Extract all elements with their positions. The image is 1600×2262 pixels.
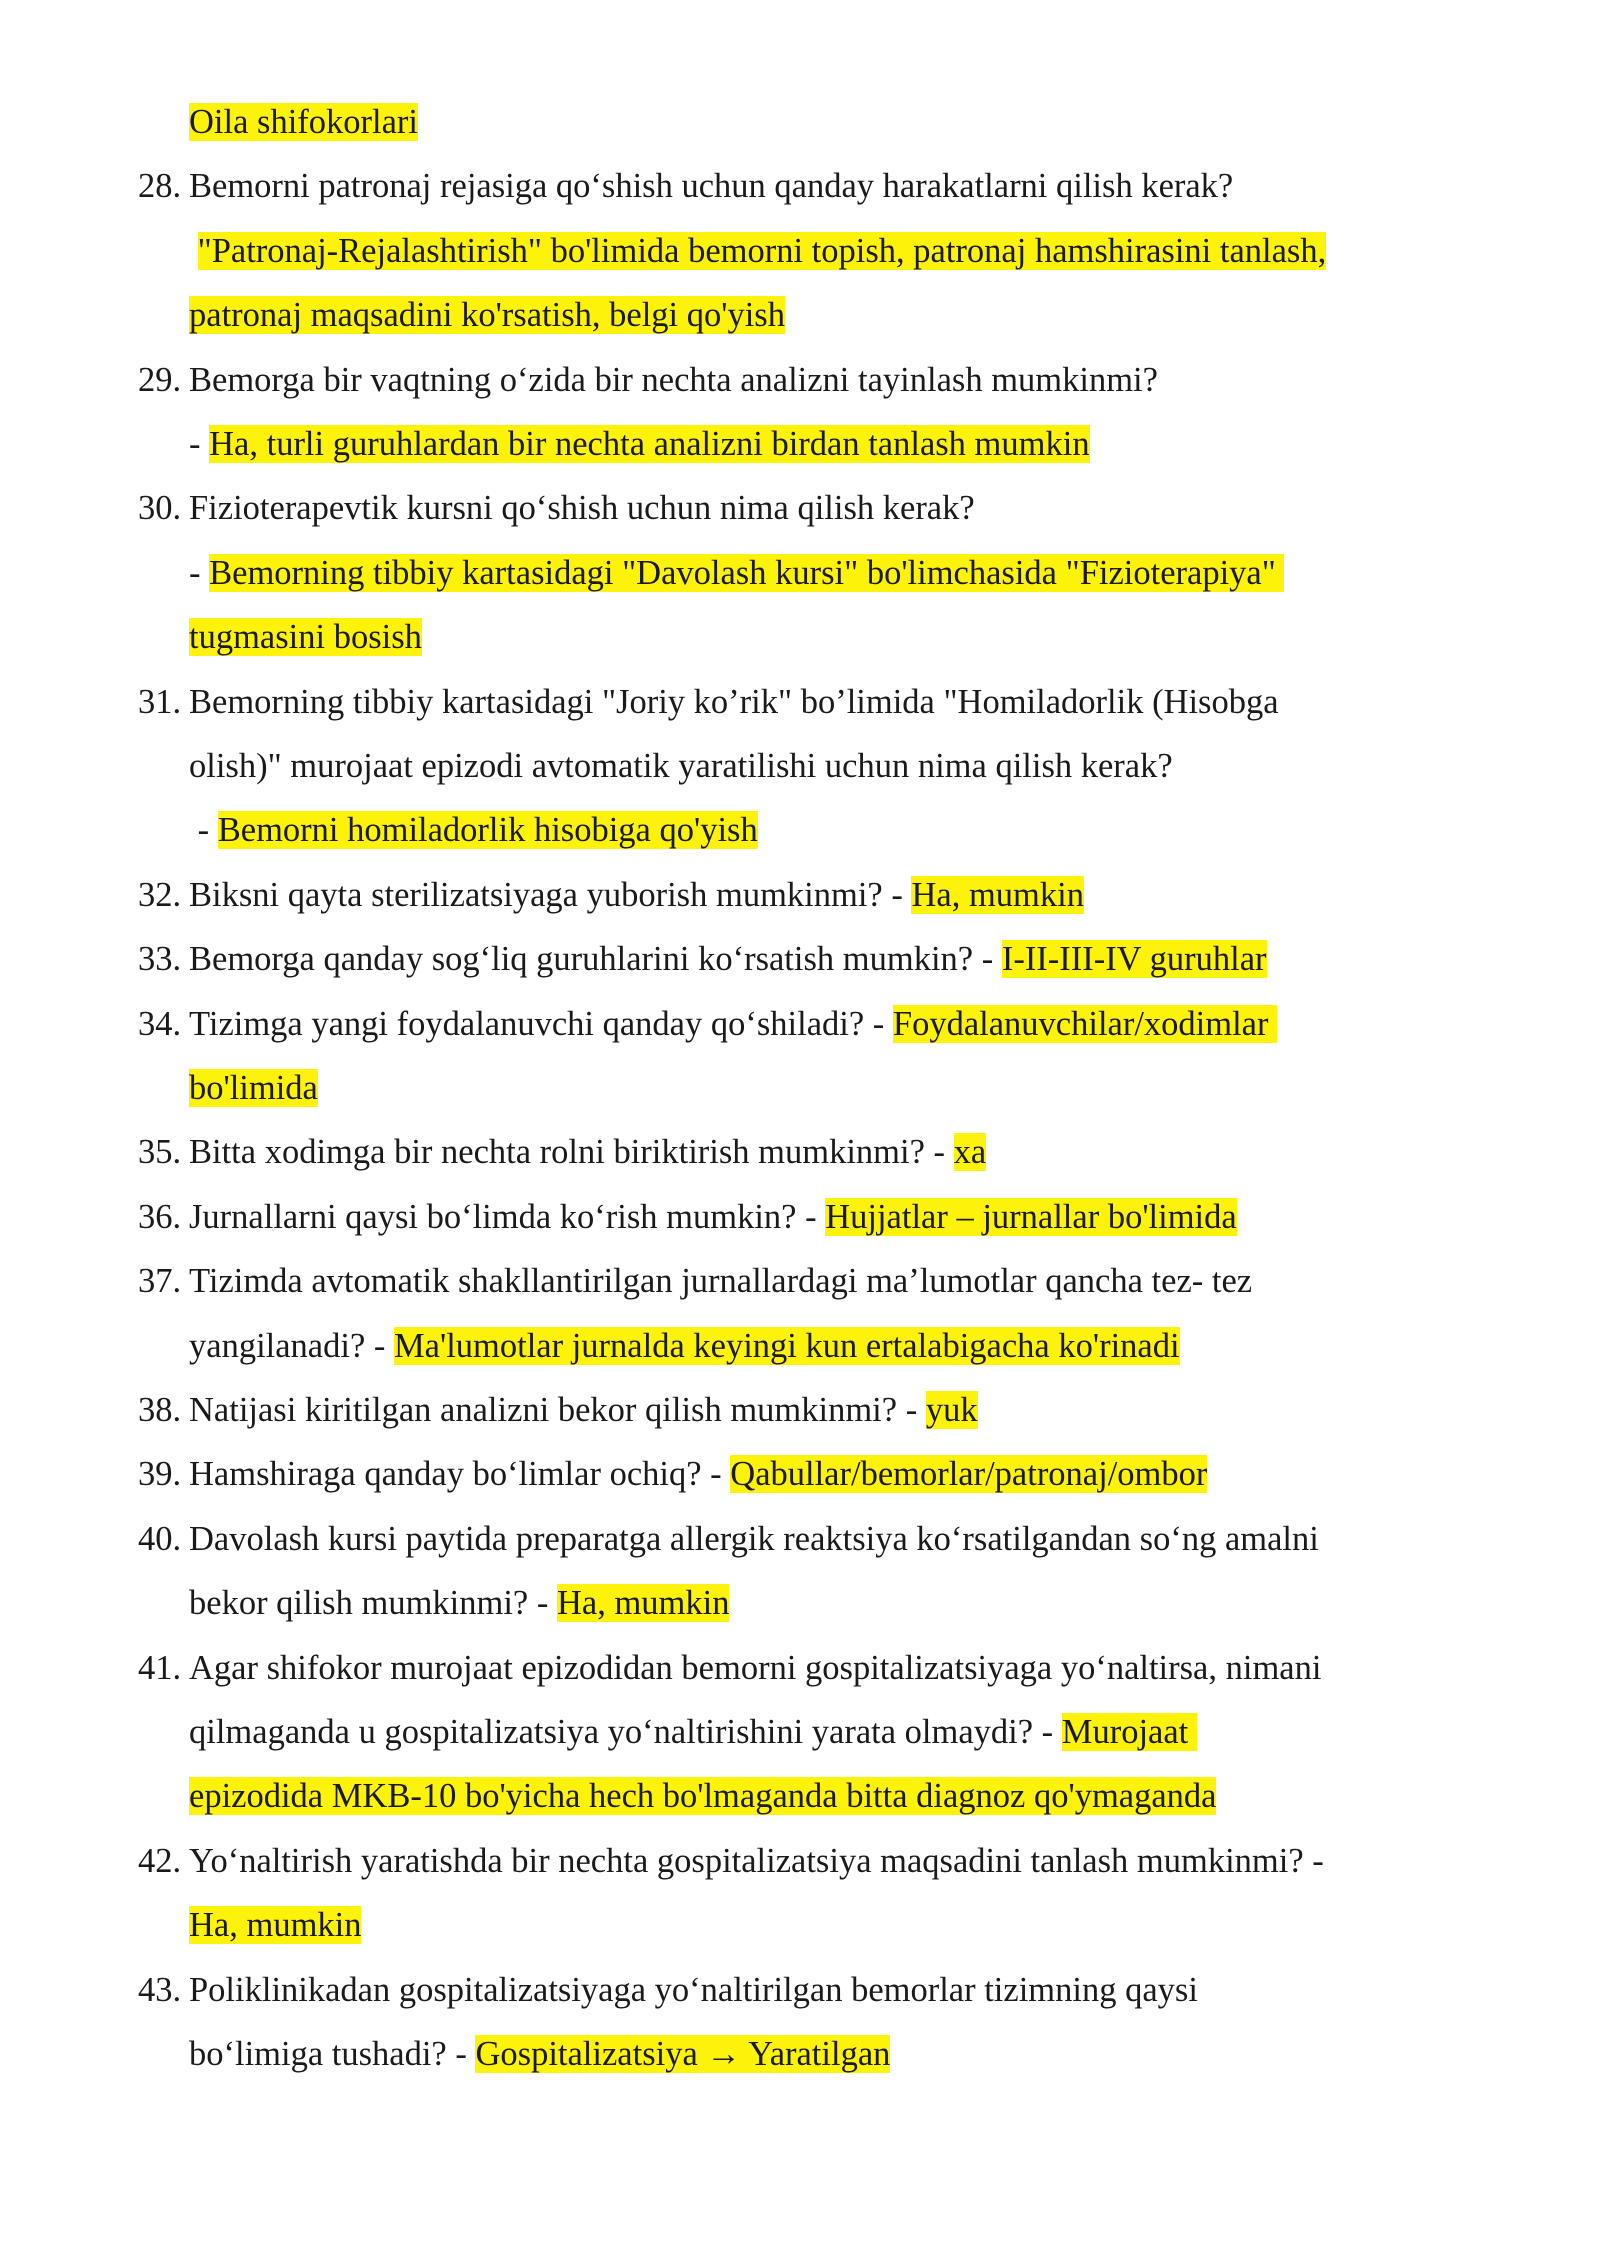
question-text: Fizioterapevtik kursni qo‘shish uchun nima qilish kerak? [189, 489, 975, 528]
item-number: 38. [138, 1391, 182, 1429]
question-text: Jurnallarni qaysi bo‘limda ko‘rish mumkin? - [189, 1197, 826, 1236]
highlighted-answer: Bemorning tibbiy kartasidagi "Davolash kursi" bo'limchasida "Fizioterapiya" [209, 553, 1285, 592]
highlighted-answer: Bemorni homiladorlik hisobiga qo'yish [217, 811, 758, 850]
question-text: Bemorning tibbiy kartasidagi "Joriy ko’rik" bo’limida "Homiladorlik (Hisobga [189, 682, 1279, 721]
highlighted-answer: Ha, turli guruhlardan bir nechta analizni birdan tanlash mumkin [209, 425, 1090, 463]
highlighted-answer: Oila shifokorlari [189, 103, 418, 141]
highlighted-answer: Foydalanuvchilar/xodimlar [892, 1004, 1278, 1043]
line-text [189, 293, 785, 337]
item-number: 30. [138, 489, 182, 528]
question-text: bekor qilish mumkinmi? - [189, 1584, 557, 1623]
question-text: - [189, 425, 210, 463]
highlighted-answer: Ha, mumkin [556, 1584, 730, 1623]
question-text: Bemorga qanday sog‘liq guruhlarini ko‘rsatish mumkin? - [189, 940, 1002, 979]
question-text: Bemorga bir vaqtning o‘zida bir nechta analizni tayinlash mumkinmi? [189, 360, 1158, 399]
item-number: 42. [138, 1841, 182, 1880]
line-text [189, 1259, 1252, 1303]
highlighted-answer: xa [953, 1133, 987, 1172]
line-text [189, 1774, 1216, 1818]
line-text [189, 937, 1267, 981]
line-text [189, 422, 1090, 466]
line-text [189, 1130, 986, 1174]
line-text [189, 1517, 1319, 1561]
line-text [189, 1968, 1198, 2012]
question-text: Davolash kursi paytida preparatga allergik reaktsiya ko‘rsatilgandan so‘ng amalni [189, 1519, 1319, 1558]
highlighted-answer: patronaj maqsadini ko'rsatish, belgi qo'yish [189, 296, 785, 335]
highlighted-answer: "Patronaj-Rejalashtirish" bo'limida bemorni topish, patronaj hamshirasini tanlash, [197, 231, 1327, 270]
question-text: qilmaganda u gospitalizatsiya yo‘naltirishini yarata olmaydi? - [189, 1713, 1062, 1751]
line-text [189, 1388, 978, 1432]
question-text: Hamshiraga qanday bo‘limlar ochiq? - [189, 1455, 731, 1494]
question-text: Biksni qayta sterilizatsiyaga yuborish mumkinmi? - [189, 875, 912, 914]
line-text [189, 1324, 1180, 1368]
highlighted-answer: Ma'lumotlar jurnalda keyingi kun ertalabigacha ko'rinadi [394, 1326, 1180, 1365]
line-text [189, 1002, 1277, 1046]
question-text [189, 232, 198, 270]
question-text: Poliklinikadan gospitalizatsiyaga yo‘naltirilgan bemorlar tizimning qaysi [189, 1970, 1198, 2009]
highlighted-answer: Gospitalizatsiya → Yaratilgan [475, 2035, 891, 2073]
item-number: 32. [138, 875, 182, 914]
item-number: 31. [138, 682, 182, 721]
highlighted-answer: Ha, mumkin [911, 875, 1084, 914]
line-text [189, 744, 1173, 788]
line-text [189, 164, 1233, 208]
item-number: 36. [138, 1197, 182, 1236]
item-number: 29. [138, 360, 182, 399]
line-text [189, 486, 975, 530]
line-text [189, 229, 1326, 273]
item-number: 43. [138, 1970, 182, 2009]
question-text: Tizimga yangi foydalanuvchi qanday qo‘shiladi? - [189, 1004, 893, 1043]
item-number: 40. [138, 1519, 182, 1558]
question-text: Bitta xodimga bir nechta rolni biriktirish mumkinmi? - [189, 1133, 954, 1172]
question-text: Natijasi kiritilgan analizni bekor qilish mumkinmi? - [189, 1391, 926, 1429]
highlighted-answer: epizodida MKB-10 bo'yicha hech bo'lmaganda bitta diagnoz qo'ymaganda [189, 1777, 1217, 1816]
line-text [189, 1839, 1324, 1883]
highlighted-answer: I-II-III-IV guruhlar [1001, 940, 1267, 979]
line-text [189, 1066, 318, 1110]
line-text [189, 808, 758, 852]
question-text: Yo‘naltirish yaratishda bir nechta gospitalizatsiya maqsadini tanlash mumkinmi? - [189, 1841, 1324, 1880]
item-number: 41. [138, 1648, 182, 1687]
highlighted-answer: tugmasini bosish [189, 618, 422, 657]
item-number: 33. [138, 940, 182, 979]
question-text: - [189, 553, 210, 592]
item-number: 28. [138, 167, 182, 206]
line-text [189, 358, 1158, 402]
highlighted-answer: Ha, mumkin [189, 1906, 362, 1945]
highlighted-answer: Hujjatlar – jurnallar bo'limida [825, 1197, 1237, 1236]
line-text [189, 1903, 361, 1947]
highlighted-answer: Qabullar/bemorlar/patronaj/ombor [730, 1455, 1208, 1494]
line-text [189, 1195, 1237, 1239]
line-text [189, 2032, 890, 2076]
question-text: bo‘limiga tushadi? - [189, 2035, 476, 2073]
line-text [189, 1710, 1197, 1754]
line-text [189, 1581, 729, 1625]
item-number: 34. [138, 1004, 182, 1043]
highlighted-answer: Murojaat [1061, 1713, 1197, 1751]
question-text: Bemorni patronaj rejasiga qo‘shish uchun qanday harakatlarni qilish kerak? [189, 167, 1234, 206]
line-text [189, 680, 1279, 724]
line-text [189, 615, 422, 659]
line-text [189, 100, 418, 144]
line-text [189, 873, 1084, 917]
item-number: 35. [138, 1133, 182, 1172]
question-text: Tizimda avtomatik shakllantirilgan jurnallardagi ma’lumotlar qancha tez- tez [189, 1262, 1253, 1301]
item-number: 37. [138, 1262, 182, 1301]
item-number: 39. [138, 1455, 182, 1494]
line-text [189, 1646, 1321, 1690]
question-text: - [189, 811, 218, 850]
line-text [189, 1452, 1207, 1496]
question-text: Agar shifokor murojaat epizodidan bemorni gospitalizatsiyaga yo‘naltirsa, nimani [189, 1648, 1322, 1687]
question-text: yangilanadi? - [189, 1326, 394, 1365]
question-text: olish)" murojaat epizodi avtomatik yaratilishi uchun nima qilish kerak? [189, 747, 1173, 785]
highlighted-answer: yuk [925, 1391, 978, 1429]
line-text [189, 551, 1284, 595]
highlighted-answer: bo'limida [189, 1069, 318, 1107]
